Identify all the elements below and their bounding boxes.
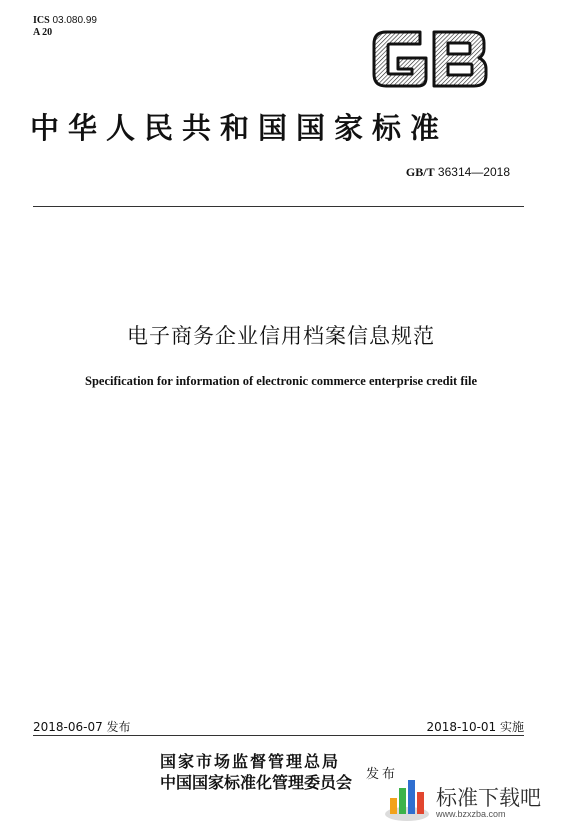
issuer-sac: 中国国家标准化管理委员会 <box>160 773 353 792</box>
standard-number <box>406 165 510 180</box>
top-divider <box>33 206 524 207</box>
standard-code: 36314—2018 <box>437 165 510 179</box>
ics-label: ICS <box>33 15 50 26</box>
document-title-english: Specification for information of electronic commerce enterprise credit file <box>85 374 477 388</box>
watermark-url[interactable]: www.bzxzba.com <box>436 809 506 819</box>
ics-code: 03.080.99 <box>52 15 97 26</box>
ccs-code: A 20 <box>33 27 53 38</box>
bottom-divider <box>33 735 524 736</box>
publication-date: 2018-06-07 发布 <box>33 720 131 734</box>
implementation-date: 2018-10-01 实施 <box>426 720 524 734</box>
standard-prefix: GB/T <box>405 165 435 179</box>
issuer-samr: 国家市场监督管理总局 <box>160 752 341 771</box>
bar-chart-logo-icon <box>383 776 431 822</box>
national-standard-title: 中华人民共和国国家标准 <box>30 111 449 145</box>
classification-codes <box>33 15 97 39</box>
issue-label: 发布 <box>366 767 399 782</box>
watermark-text: 标准下载吧 <box>436 786 541 810</box>
document-title-chinese: 电子商务企业信用档案信息规范 <box>127 324 435 348</box>
gb-logo-icon <box>368 26 492 92</box>
